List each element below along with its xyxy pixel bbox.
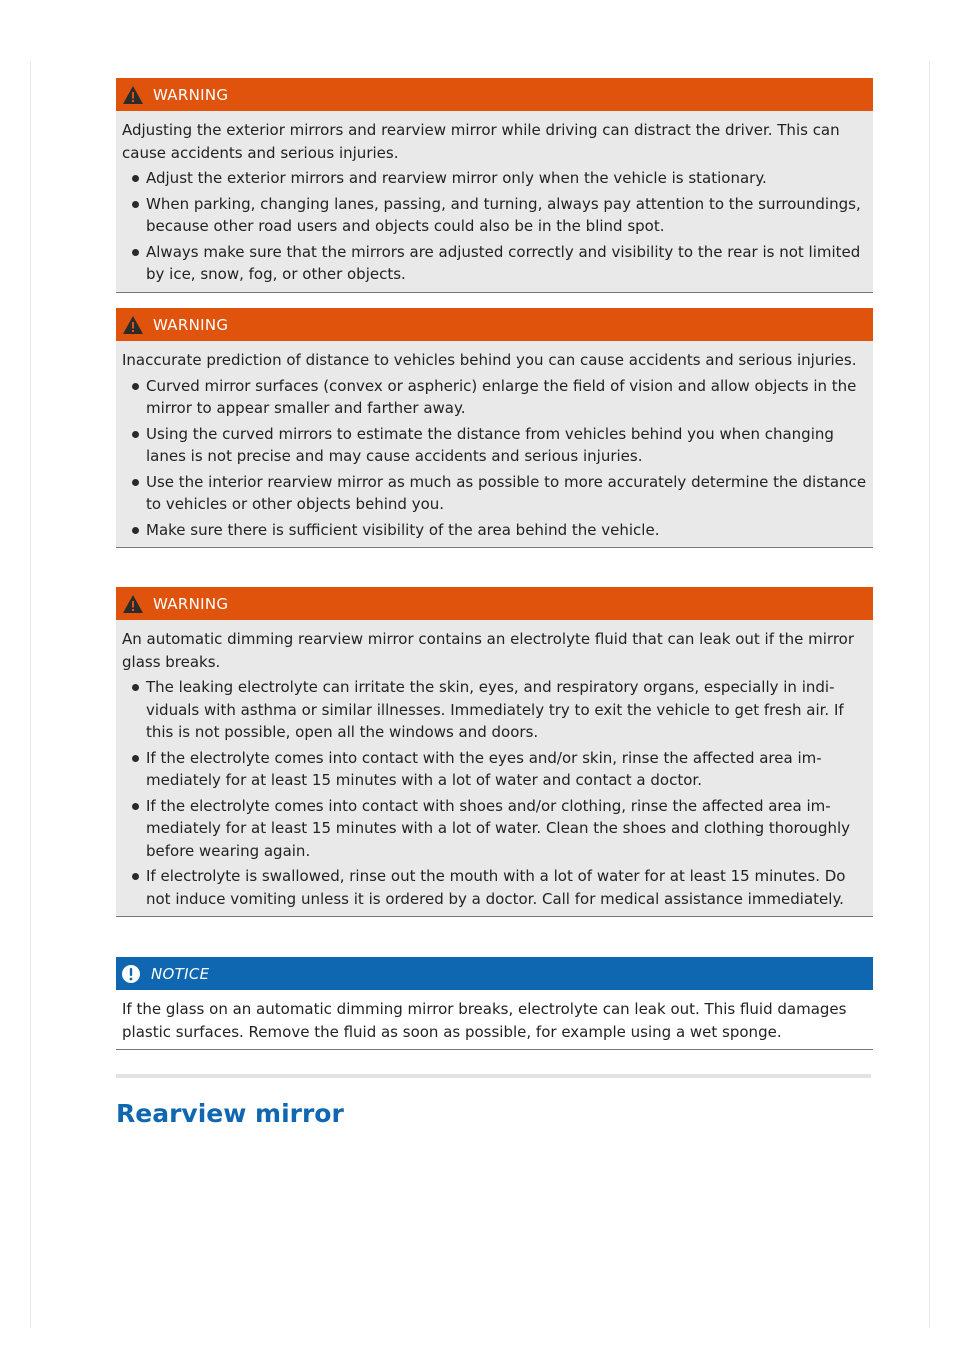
warning-list-item: If electrolyte is swallowed, rinse out the mouth with a lot of water for at least 15 minutes. Do not induce vomiting unless it is ordered by a doctor. Call for medical assistance immediately. [122, 865, 867, 910]
notice-label: NOTICE [151, 964, 210, 983]
warning-list-item: If the electrolyte comes into contact with shoes and/or clothing, rinse the affected area immediately for at least 15 minutes with a lot of water. Clean the shoes and clothing thoroughly before wearing again. [122, 795, 867, 863]
warning-header [116, 78, 873, 111]
bullet-icon [132, 803, 139, 810]
warning-label: WARNING [153, 315, 229, 334]
warning-body [116, 620, 873, 917]
bullet-icon [132, 383, 139, 390]
warning-list-item: Using the curved mirrors to estimate the distance from vehicles behind you when changing lanes is not precise and may cause accidents and serious injuries. [122, 423, 867, 468]
notice-header [116, 957, 873, 990]
warning-body [116, 111, 873, 293]
warning-list-item: When parking, changing lanes, passing, and turning, always pay attention to the surroundings, because other road users and objects could also be in the blind spot. [122, 193, 867, 238]
exclamation-circle-icon [120, 963, 142, 985]
notice-text: If the glass on an automatic dimming mirror breaks, electrolyte can leak out. This fluid damages plastic surfaces. Remove the fluid as soon as possible, for example using a wet sponge. [122, 1000, 847, 1041]
bullet-icon [132, 431, 139, 438]
warning-list-item: Curved mirror surfaces (convex or aspheric) enlarge the field of vision and allow objects in the mirror to appear smaller and farther away. [122, 375, 867, 420]
warning-list-item: If the electrolyte comes into contact with the eyes and/or skin, rinse the affected area immediately for at least 15 minutes with a lot of water and contact a doctor. [122, 747, 867, 792]
notice-body [116, 990, 873, 1050]
warning-intro: Inaccurate prediction of distance to vehicles behind you can cause accidents and serious injuries. [122, 351, 857, 369]
warning-header [116, 308, 873, 341]
bullet-icon [132, 755, 139, 762]
warning-list-item: Adjust the exterior mirrors and rearview mirror only when the vehicle is stationary. [122, 167, 867, 190]
section-title: Rearview mirror [116, 1099, 344, 1128]
bullet-icon [132, 175, 139, 182]
warning-list-item: The leaking electrolyte can irritate the skin, eyes, and respiratory organs, especially in individuals with asthma or similar illnesses. Immediately try to exit the vehicle to get fresh air. If this is not possible, open all the windows and doors. [122, 676, 867, 744]
warning-body [116, 341, 873, 548]
bullet-icon [132, 527, 139, 534]
warning-box-mirror-adjustment [116, 78, 873, 293]
warning-triangle-icon [122, 594, 144, 614]
notice-box [116, 957, 873, 1050]
warning-list-item: Make sure there is sufficient visibility of the area behind the vehicle. [122, 519, 867, 542]
warning-box-electrolyte-fluid [116, 587, 873, 917]
warning-intro: An automatic dimming rearview mirror contains an electrolyte fluid that can leak out if the mirror glass breaks. [122, 630, 855, 671]
warning-header [116, 587, 873, 620]
bullet-icon [132, 684, 139, 691]
bullet-icon [132, 873, 139, 880]
warning-triangle-icon [122, 315, 144, 335]
section-divider [116, 1074, 871, 1078]
warning-intro: Adjusting the exterior mirrors and rearview mirror while driving can distract the driver. This can cause accidents and serious injuries. [122, 121, 840, 162]
page-margin-line-right [929, 62, 930, 1328]
warning-list-item: Always make sure that the mirrors are adjusted correctly and visibility to the rear is not limited by ice, snow, fog, or other objects. [122, 241, 867, 286]
warning-box-distance-estimation [116, 308, 873, 548]
bullet-icon [132, 201, 139, 208]
warning-triangle-icon [122, 85, 144, 105]
bullet-icon [132, 249, 139, 256]
warning-label: WARNING [153, 85, 229, 104]
warning-list-item: Use the interior rearview mirror as much as possible to more accurately determine the distance to vehicles or other objects behind you. [122, 471, 867, 516]
warning-label: WARNING [153, 594, 229, 613]
page-margin-line-left [30, 62, 31, 1328]
bullet-icon [132, 479, 139, 486]
